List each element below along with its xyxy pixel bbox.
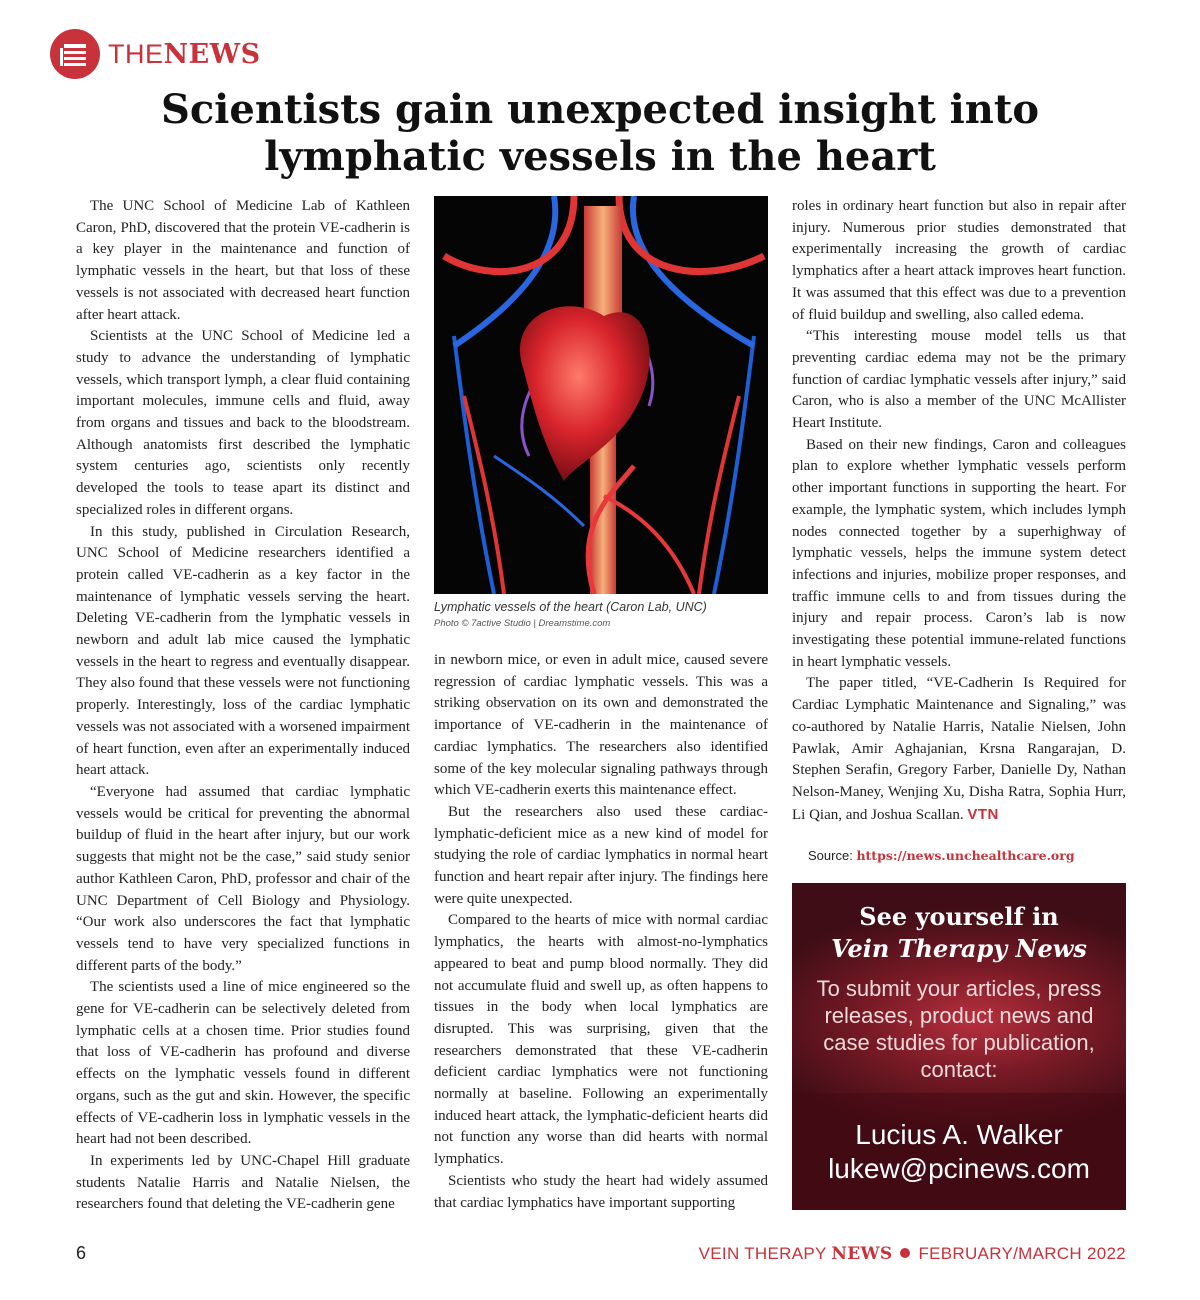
paragraph: Compared to the hearts of mice with normal cardiac lymphatics, the hearts with almost-no-lymphatics appeared to beat and pump blood normally. They did not accumulate fluid and swell up, as often happens to tissues in the body when local lymphatics are disrupted. This was surprising, given that the researchers demonstrated that these VE-cadherin deficient cardiac lymphatics were not functioning normally at baseline. Following an experimentally induced heart attack, the lymphatic-deficient hearts did not function any worse than did hearts with normal lymphatics. (434, 912, 768, 1168)
paragraph: “Everyone had assumed that cardiac lymphatic vessels would be critical for preventing the abnormal buildup of fluid in the heart after injury, but our work suggests that might not be the case,” said study senior author Kathleen Caron, PhD, professor and chair of the UNC Department of Cell Biology and Physiology. “Our work also underscores the fact that lymphatic vessels tend to have very specialized functions in different parts of the body.” (76, 783, 410, 974)
page-number: 6 (76, 1243, 87, 1263)
paragraph: Scientists at the UNC School of Medicine led a study to advance the understanding of lymphatic vessels, which transport lymph, a clear fluid containing important molecules, immune cells and fluid, away from organs and tissues and back to the bloodstream. Although anatomists first described the lymphatic system centuries ago, scientists only recently developed the tools to tease apart its distinct and specialized roles in different organs. (76, 328, 410, 518)
contact-name: Lucius A. Walker (855, 1119, 1063, 1150)
source-link[interactable]: https://news.unchealthcare.org (856, 848, 1075, 863)
issue-date: FEBRUARY/MARCH 2022 (918, 1244, 1126, 1263)
paragraph: The scientists used a line of mice engineered so the gene for VE-cadherin can be selectively deleted from lymphatic cells at a chosen time. Prior studies found that loss of VE-cadherin has profound and diverse effects on the lymphatic vessels found in different organs, such as the gut and skin. However, the specific effects of VE-cadherin loss in lymphatic vessels in the heart had not been described. (76, 979, 410, 1148)
paragraph (792, 673, 1126, 826)
article-headline: Scientists gain unexpected insight into lymphatic vessels in the heart (160, 86, 1040, 180)
paragraph: In experiments led by UNC-Chapel Hill graduate students Natalie Harris and Natalie Nielsen, the researchers found that deleting the VE-cadherin gene (76, 1152, 410, 1213)
heart-illustration (434, 196, 768, 594)
article-column-2 (434, 650, 768, 1214)
bullet-icon (900, 1248, 910, 1258)
source-label: Source: (808, 848, 853, 863)
paragraph: “This interesting mouse model tells us that preventing cardiac edema may not be the primary function of cardiac lymphatic vessels after injury,” said Caron, who is also a member of the UNC McAllister Heart Institute. (792, 328, 1126, 432)
ad-contact-box (792, 1093, 1126, 1210)
paragraph-text: The paper titled, “VE-Cadherin Is Required for Cardiac Lymphatic Maintenance and Signaling,” was co-authored by Natalie Harris, Natalie Nielsen, John Pawlak, Amir Aghajanian, Krsna Rangarajan, D. Stephen Serafin, Gregory Farber, Danielle Dy, Nathan Nelson-Maney, Wenjing Xu, Disha Ratra, Sophia Hurr, Li Qian, and Joshua Scallan. (792, 675, 1126, 823)
photo-credit: Photo © 7active Studio | Dreamstime.com (434, 618, 611, 629)
newspaper-icon (50, 29, 100, 79)
publication-name-bold: NEWS (831, 1244, 893, 1264)
paragraph: But the researchers also used these cardiac-lymphatic-deficient mice as a new kind of model for studying the role of cardiac lymphatics in normal heart function and heart repair after injury. The findings here were quite unexpected. (434, 803, 768, 907)
publication-name: VEIN THERAPY (698, 1244, 827, 1263)
publication-footer (699, 1244, 1126, 1264)
paragraph: Based on their new findings, Caron and colleagues plan to explore whether lymphatic vessels perform other important functions in supporting the heart. For example, the lymphatic system, which includes lymph nodes connected together by a superhighway of lymphatic vessels, helps the immune system detect infections and injuries, mobilize proper responses, and traffic immune cells to and from tissues during the injury and repair process. Caron’s lab is now investigating these potential immune-related functions in heart lymphatic vessels. (792, 436, 1126, 670)
paragraph: Scientists who study the heart had widely assumed that cardiac lymphatics have important supporting (434, 1172, 768, 1211)
contact-email[interactable]: lukew@pcinews.com (828, 1153, 1090, 1184)
end-mark: VTN (967, 805, 999, 823)
ad-headline-line2: Vein Therapy News (831, 934, 1087, 963)
paragraph: The UNC School of Medicine Lab of Kathleen Caron, PhD, discovered that the protein VE-cadherin is a key player in the maintenance and function of lymphatic vessels in the heart, but that loss of these vessels is not associated with decreased heart function after heart attack. (76, 198, 410, 323)
section-masthead (50, 28, 261, 80)
article-column-3 (792, 196, 1126, 826)
submission-ad (792, 883, 1126, 1210)
image-caption: Lymphatic vessels of the heart (Caron Lab, UNC) (434, 600, 707, 614)
ad-headline-line1: See yourself in (859, 902, 1059, 931)
section-title: THENEWS (108, 38, 261, 70)
ad-body-text: To submit your articles, press releases, product news and case studies for publication, contact: (816, 976, 1102, 1082)
paragraph: In this study, published in Circulation Research, UNC School of Medicine researchers identified a protein called VE-cadherin as a key factor in the maintenance of lymphatic vessels serving the heart. Deleting VE-cadherin from the lymphatic vessels in newborn and adult lab mice caused the lymphatic vessels in the heart to regress and eventually disappear. They also found that these vessels were not functioning properly. Interestingly, loss of the cardiac lymphatic vessels was not associated with a worsened impairment of heart function, even after an experimentally induced heart attack. (76, 523, 410, 779)
paragraph: roles in ordinary heart function but also in repair after injury. Numerous prior studies demonstrated that experimentally increasing the growth of cardiac lymphatics after a heart attack improves heart function. It was assumed that this effect was due to a prevention of fluid buildup and swelling, also called edema. (792, 198, 1126, 323)
article-column-1 (76, 196, 410, 1216)
source-line (808, 848, 1075, 863)
paragraph: in newborn mice, or even in adult mice, caused severe regression of cardiac lymphatic vessels. This was a striking observation on its own and demonstrated the importance of VE-cadherin in the maintenance of cardiac lymphatics. The researchers also identified some of the key molecular signaling pathways through which VE-cadherin exerts this maintenance effect. (434, 652, 768, 799)
ad-headline (792, 901, 1126, 965)
